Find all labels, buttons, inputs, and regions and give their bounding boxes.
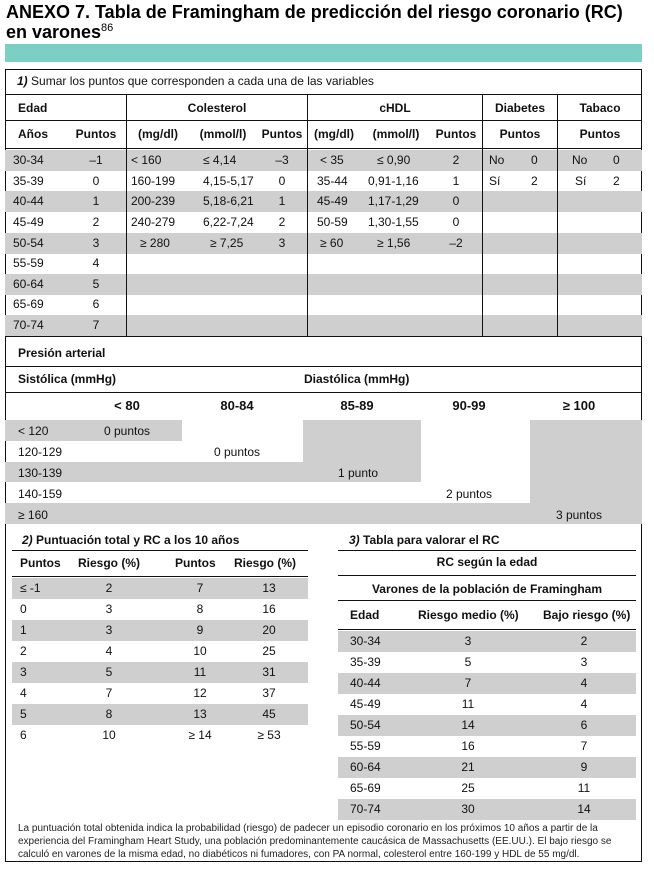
header-tabaco: Tabaco bbox=[579, 101, 621, 115]
section1-heading: 1) Sumar los puntos que corresponden a cada una de las variables bbox=[17, 74, 374, 88]
subhead-puntos-hdl: Puntos bbox=[435, 127, 477, 141]
rc-segun-edad: RC según la edad bbox=[436, 555, 538, 569]
s2-header: Puntos bbox=[175, 556, 216, 570]
colesterol-points: –3 bbox=[275, 153, 289, 167]
presion-title: Presión arterial bbox=[18, 346, 106, 360]
chdl-mmoll: ≤ 0,90 bbox=[377, 153, 411, 167]
systolic-row-label: 140-159 bbox=[18, 487, 63, 501]
subhead-anos: Años bbox=[18, 127, 48, 141]
edad-points: 6 bbox=[92, 297, 100, 311]
subhead-puntos-diabetes: Puntos bbox=[499, 127, 541, 141]
footnote: La puntuación total obtenida indica la probabilidad (riesgo) de padecer un episodio coronario en los próximos 10 años a partir de la experiencia del Framingham Heart Study, una población predominantemente caucásica de Massachusetts (EE.UU.). El bajo riesgo se calculó en varones de la misma edad, no diabéticos ni fumadores, con PA normal, colesterol entre 160-199 y HDL de 55 mg/dl. bbox=[18, 823, 612, 860]
chdl-mmoll: 1,30-1,55 bbox=[368, 215, 419, 229]
colesterol-mmoll: ≥ 7,25 bbox=[210, 236, 244, 250]
s2-header: Riesgo (%) bbox=[234, 556, 297, 570]
s2-header: Riesgo (%) bbox=[78, 556, 141, 570]
edad-points: 5 bbox=[92, 277, 100, 291]
title-line-2: en varones bbox=[6, 22, 102, 42]
s2-header: Puntos bbox=[20, 556, 61, 570]
chdl-mgdl: < 35 bbox=[320, 153, 344, 167]
chdl-points: 2 bbox=[452, 153, 460, 167]
s3-header: Edad bbox=[350, 608, 380, 622]
systolic-row-label: ≥ 160 bbox=[18, 508, 48, 522]
bp-points-label: 3 puntos bbox=[556, 508, 603, 522]
header-edad: Edad bbox=[18, 101, 48, 115]
colesterol-points: 1 bbox=[278, 194, 286, 208]
header-diabetes: Diabetes bbox=[494, 101, 546, 115]
tabaco-option: No bbox=[572, 153, 588, 167]
colesterol-points: 2 bbox=[278, 215, 286, 229]
diastolic-col-header: 85-89 bbox=[340, 398, 374, 413]
section3-heading: 3) Tabla para valorar el RC bbox=[349, 533, 500, 547]
systolic-row-label: 120-129 bbox=[18, 445, 63, 459]
chdl-points: –2 bbox=[449, 236, 463, 250]
sistolica-label: Sistólica (mmHg) bbox=[18, 372, 117, 386]
edad-points: 2 bbox=[92, 215, 100, 229]
edad-points: –1 bbox=[89, 153, 103, 167]
chdl-mmoll: ≥ 1,56 bbox=[377, 236, 411, 250]
colesterol-mgdl: ≥ 280 bbox=[140, 236, 170, 250]
s3-header: Riesgo medio (%) bbox=[418, 608, 519, 622]
colesterol-mmoll: 5,18-6,21 bbox=[203, 194, 254, 208]
chdl-mgdl: 35-44 bbox=[317, 174, 348, 188]
edad-range: 50-54 bbox=[13, 236, 44, 250]
subhead-mmoll-col: (mmol/l) bbox=[199, 127, 247, 141]
diastolica-label: Diastólica (mmHg) bbox=[304, 372, 410, 386]
chdl-mgdl: ≥ 60 bbox=[320, 236, 344, 250]
edad-range: 40-44 bbox=[13, 194, 44, 208]
tabaco-points: 2 bbox=[613, 174, 620, 188]
bp-zone-3 bbox=[5, 503, 530, 524]
diastolic-col-header: 90-99 bbox=[452, 398, 486, 413]
chdl-mmoll: 1,17-1,29 bbox=[368, 194, 419, 208]
risk-factor-table bbox=[5, 150, 642, 336]
systolic-row-label: < 120 bbox=[18, 424, 49, 438]
title-reference: 86 bbox=[101, 22, 114, 34]
subhead-puntos-col: Puntos bbox=[261, 127, 303, 141]
colesterol-points: 3 bbox=[278, 236, 286, 250]
edad-range: 60-64 bbox=[13, 277, 44, 291]
chdl-points: 0 bbox=[452, 215, 460, 229]
edad-points: 4 bbox=[92, 256, 100, 270]
teal-banner bbox=[5, 44, 642, 62]
subhead-mgdl-col: (mg/dl) bbox=[138, 127, 178, 141]
section2-heading: 2) Puntuación total y RC a los 10 años bbox=[22, 533, 240, 547]
colesterol-points: 0 bbox=[278, 174, 286, 188]
colesterol-mmoll: ≤ 4,14 bbox=[203, 153, 237, 167]
chdl-mgdl: 45-49 bbox=[317, 194, 348, 208]
bp-points-label: 0 puntos bbox=[214, 445, 261, 459]
diabetes-option: No bbox=[489, 153, 505, 167]
edad-range: 45-49 bbox=[13, 215, 44, 229]
subhead-puntos-tabaco: Puntos bbox=[579, 127, 621, 141]
diastolic-col-header: < 80 bbox=[114, 398, 140, 413]
framingham-population: Varones de la población de Framingham bbox=[371, 582, 603, 596]
score-risk-table: ≤ -1 2 7 13 0 3 8 16 1 3 9 20 2 4 10 25 3 5 11 31 4 7 12 37 5 8 13 45 6 10 ≥ 14 ≥ 53 bbox=[12, 578, 308, 746]
edad-range: 70-74 bbox=[13, 318, 44, 332]
diabetes-option: Sí bbox=[489, 174, 501, 188]
edad-range: 55-59 bbox=[13, 256, 44, 270]
chdl-mgdl: 50-59 bbox=[317, 215, 348, 229]
age-risk-table: 30-34 3 2 35-39 5 3 40-44 7 4 45-49 11 4 50-54 14 6 55-59 16 7 60-64 21 9 65-69 25 11 70-74 30 14 bbox=[338, 631, 636, 817]
colesterol-mgdl: 240-279 bbox=[131, 215, 176, 229]
tabaco-points: 0 bbox=[613, 153, 620, 167]
edad-range: 35-39 bbox=[13, 174, 44, 188]
colesterol-mgdl: < 160 bbox=[131, 153, 162, 167]
colesterol-mgdl: 200-239 bbox=[131, 194, 176, 208]
header-colesterol: Colesterol bbox=[187, 101, 247, 115]
edad-range: 65-69 bbox=[13, 297, 44, 311]
edad-range: 30-34 bbox=[13, 153, 44, 167]
edad-points: 1 bbox=[92, 194, 100, 208]
edad-points: 3 bbox=[92, 236, 100, 250]
title-line-1: ANEXO 7. Tabla de Framingham de predicción del riesgo coronario (RC) bbox=[6, 2, 623, 22]
systolic-row-label: 130-139 bbox=[18, 466, 63, 480]
diastolic-col-header: ≥ 100 bbox=[562, 398, 596, 413]
bp-points-label: 2 puntos bbox=[446, 487, 493, 501]
diabetes-points: 2 bbox=[531, 174, 538, 188]
subhead-puntos-edad: Puntos bbox=[75, 127, 117, 141]
subhead-mmoll-hdl: (mmol/l) bbox=[372, 127, 420, 141]
diabetes-points: 0 bbox=[531, 153, 538, 167]
chdl-points: 1 bbox=[452, 174, 460, 188]
tabaco-option: Sí bbox=[575, 174, 587, 188]
chdl-points: 0 bbox=[452, 194, 460, 208]
edad-points: 0 bbox=[92, 174, 100, 188]
subhead-mgdl-hdl: (mg/dl) bbox=[314, 127, 354, 141]
bp-points-label: 1 punto bbox=[338, 466, 379, 480]
s3-header: Bajo riesgo (%) bbox=[543, 608, 631, 622]
bp-points-label: 0 puntos bbox=[104, 424, 151, 438]
colesterol-mmoll: 4,15-5,17 bbox=[203, 174, 254, 188]
colesterol-mgdl: 160-199 bbox=[131, 174, 176, 188]
header-chdl: cHDL bbox=[379, 101, 411, 115]
diastolic-col-header: 80-84 bbox=[220, 398, 254, 413]
chdl-mmoll: 0,91-1,16 bbox=[368, 174, 419, 188]
colesterol-mmoll: 6,22-7,24 bbox=[203, 215, 254, 229]
edad-points: 7 bbox=[92, 318, 100, 332]
page-title bbox=[6, 2, 646, 42]
